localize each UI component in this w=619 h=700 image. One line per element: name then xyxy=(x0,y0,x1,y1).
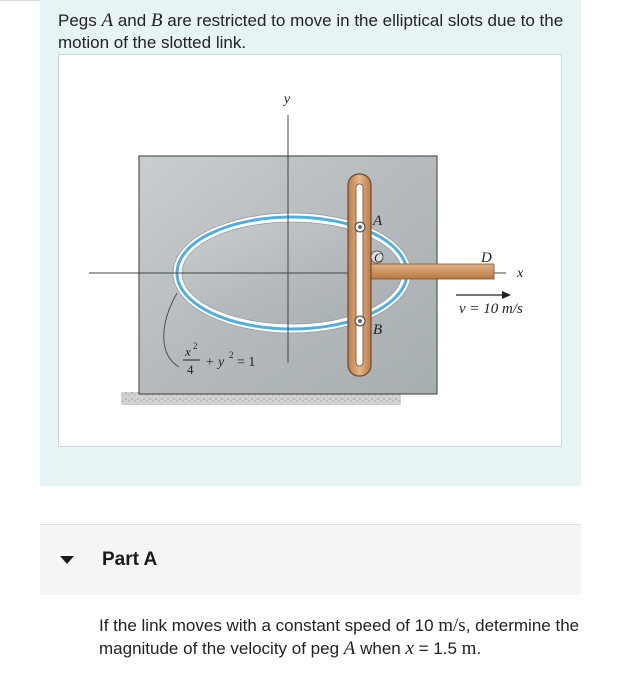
velocity-label: v = 10 m/s xyxy=(459,301,523,317)
x-variable: x xyxy=(405,638,414,659)
problem-statement: Pegs A and B are restricted to move in the elliptical slots due to the motion of the slotted link. xyxy=(58,10,564,52)
label-d: D xyxy=(481,250,492,266)
part-a-question: If the link moves with a constant speed of 10 m/s, determine the magnitude of the velocity of peg A when x = 1.5 m. xyxy=(99,615,580,659)
problem-panel xyxy=(40,0,581,486)
collapse-caret-icon[interactable] xyxy=(60,556,74,564)
equation-numerator-exponent: 2 xyxy=(193,341,198,351)
label-c: C xyxy=(374,250,383,265)
part-a-header[interactable] xyxy=(40,525,581,595)
peg-a-symbol: A xyxy=(101,10,114,31)
top-divider xyxy=(0,0,40,1)
part-a-title: Part A xyxy=(102,549,158,570)
peg-b-symbol: B xyxy=(150,10,163,31)
label-a: A xyxy=(373,213,383,229)
rod-cd xyxy=(371,264,494,279)
equation-y-term: + y xyxy=(205,355,225,370)
label-b: B xyxy=(373,322,383,338)
peg-a-hole xyxy=(358,225,362,229)
label-x: x xyxy=(517,266,524,281)
equation-y-exponent: 2 xyxy=(229,350,234,360)
equation-denominator: 4 xyxy=(187,362,194,377)
velocity-arrowhead xyxy=(502,291,511,299)
speed-unit: m/s xyxy=(438,615,466,636)
slotted-link-diagram xyxy=(59,55,561,446)
peg-b-hole xyxy=(358,319,362,323)
problem-figure xyxy=(58,54,562,447)
equation-rhs: = 1 xyxy=(237,355,256,370)
length-unit: m xyxy=(461,638,477,659)
link-slot xyxy=(356,184,363,366)
equation-numerator: x xyxy=(185,344,191,359)
peg-symbol: A xyxy=(343,638,356,659)
label-y: y xyxy=(283,92,291,107)
